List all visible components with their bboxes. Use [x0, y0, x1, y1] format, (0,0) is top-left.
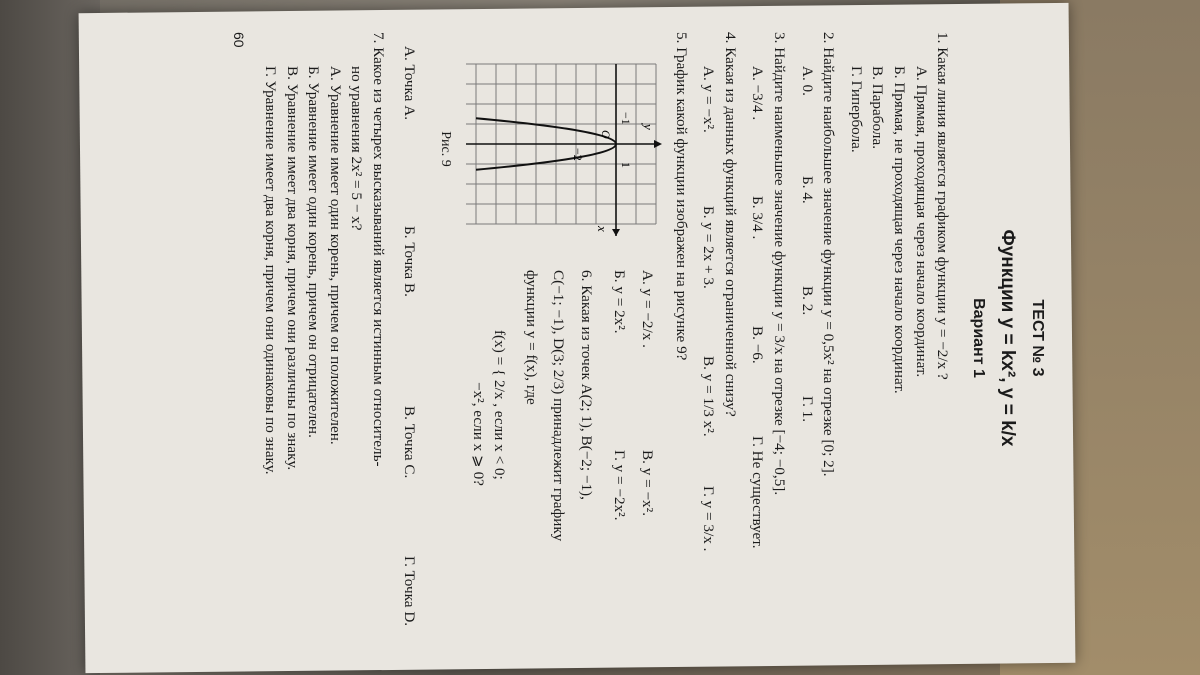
- question-4-option: Г. y = 3/x .: [700, 486, 718, 552]
- question-5-6-block: [435, 32, 667, 644]
- question-7-option: А. Уравнение имеет один корень, причем он положителен.: [326, 66, 344, 445]
- graph-one-label: 1: [619, 162, 634, 168]
- page-subtitle: Функции y = kx², y = k/x: [997, 229, 1019, 447]
- graph-y-label: y: [641, 124, 657, 130]
- question-1-option: Б. Прямая, не проходящая через начало координат.: [891, 66, 909, 394]
- question-5-options-row-2: [609, 270, 631, 541]
- question-7-option: Г. Уравнение имеет два корня, причем они одинаковы по знаку.: [261, 66, 279, 475]
- question-4-option: Б. y = 2x + 3.: [700, 206, 718, 289]
- figure-9-graph: [456, 54, 666, 244]
- question-6-option: А. Точка A.: [401, 46, 419, 120]
- rotated-page-content: [100, 18, 1062, 658]
- question-4-option: А. y = −x².: [700, 66, 718, 133]
- question-5-option: А. y = −2/x .: [639, 270, 657, 348]
- graph-origin-label: O: [599, 130, 614, 139]
- graph-minus-two-label: −2: [571, 148, 586, 161]
- test-title: ТЕСТ № 3: [1029, 299, 1046, 377]
- question-3-options: [747, 32, 769, 644]
- question-1-option: В. Парабола.: [869, 66, 887, 150]
- figure-9-column: [435, 32, 667, 244]
- question-2-option: А. 0.: [798, 66, 816, 96]
- question-1-option: А. Прямая, проходящая через начало координат.: [912, 66, 930, 378]
- question-4-option: В. y = 1/3 x².: [700, 356, 718, 437]
- question-6-line-2: C(−1; −1), D(3; 2/3) принадлежит графику: [550, 270, 568, 542]
- question-3-option: Г. Не существует.: [749, 436, 767, 549]
- question-1-option: Г. Гипербола.: [847, 66, 865, 153]
- question-2-text: 2. Найдите наибольшее значение функции y = 0,5x² на отрезке [0; 2].: [820, 32, 838, 477]
- question-5-options-and-q6: [435, 244, 667, 541]
- question-7: [259, 32, 389, 644]
- graph-minus-one-label: −1: [619, 112, 634, 125]
- question-3-option: А. −3/4 .: [749, 66, 767, 121]
- question-2-option: Г. 1.: [798, 396, 816, 423]
- question-7-option: Б. Уравнение имеет один корень, причем он отрицателен.: [305, 66, 323, 438]
- question-7-option: В. Уравнение имеет два корня, причем они различны по знаку.: [283, 66, 301, 471]
- question-6-line-1: 6. Какая из точек A(2; 1), B(−2; −1),: [577, 270, 595, 500]
- question-2-options: [796, 32, 818, 644]
- question-3-text: 3. Найдите наименьшее значение функции y = 3/x на отрезке [−4; −0,5].: [771, 32, 789, 496]
- question-6-options: [399, 32, 421, 644]
- question-6-piecewise-2: −x², если x ⩾ 0?: [469, 382, 487, 486]
- question-7-text-2: но уравнения 2x² = 5 − x?: [348, 66, 366, 231]
- question-5-option: Г. y = −2x².: [611, 450, 629, 521]
- variant-label: Вариант 1: [969, 298, 987, 378]
- figure-9-caption: Рис. 9: [438, 131, 454, 167]
- question-6-option: В. Точка C.: [401, 406, 419, 479]
- question-2-option: В. 2.: [798, 286, 816, 316]
- question-3-option: В. −6.: [749, 326, 767, 364]
- question-3-option: Б. 3/4 .: [749, 196, 767, 240]
- question-5-option: Б. y = 2x².: [611, 270, 629, 334]
- page-number: 60: [231, 32, 248, 48]
- question-7-text-1: 7. Какое из четырех высказываний является истинным относитель-: [369, 32, 387, 467]
- question-4: [698, 32, 741, 644]
- parabola-graph: [456, 54, 666, 244]
- question-2-option: Б. 4.: [798, 176, 816, 204]
- question-4-options: [698, 32, 720, 644]
- question-1-text: 1. Какая линия является графиком функции y = −2/x ?: [934, 32, 952, 380]
- graph-x-label: x: [595, 226, 611, 232]
- question-5: [670, 32, 692, 644]
- question-3: [747, 32, 790, 644]
- question-4-text: 4. Какая из данных функций является ограниченной снизу?: [721, 32, 739, 417]
- question-5-options-row-1: [637, 270, 659, 541]
- question-6-option: Б. Точка B.: [401, 226, 419, 297]
- question-1: [845, 32, 953, 644]
- question-6-piecewise-1: f(x) = { 2/x , если x < 0;: [491, 330, 509, 480]
- question-2: [796, 32, 839, 644]
- question-6-option: Г. Точка D.: [401, 556, 419, 627]
- question-5-text: 5. График какой функции изображен на рисунке 9?: [672, 32, 690, 361]
- question-5-option: В. y = −x².: [639, 450, 657, 516]
- question-6-line-3: функции y = f(x), где: [522, 270, 540, 405]
- question-6: [467, 270, 597, 541]
